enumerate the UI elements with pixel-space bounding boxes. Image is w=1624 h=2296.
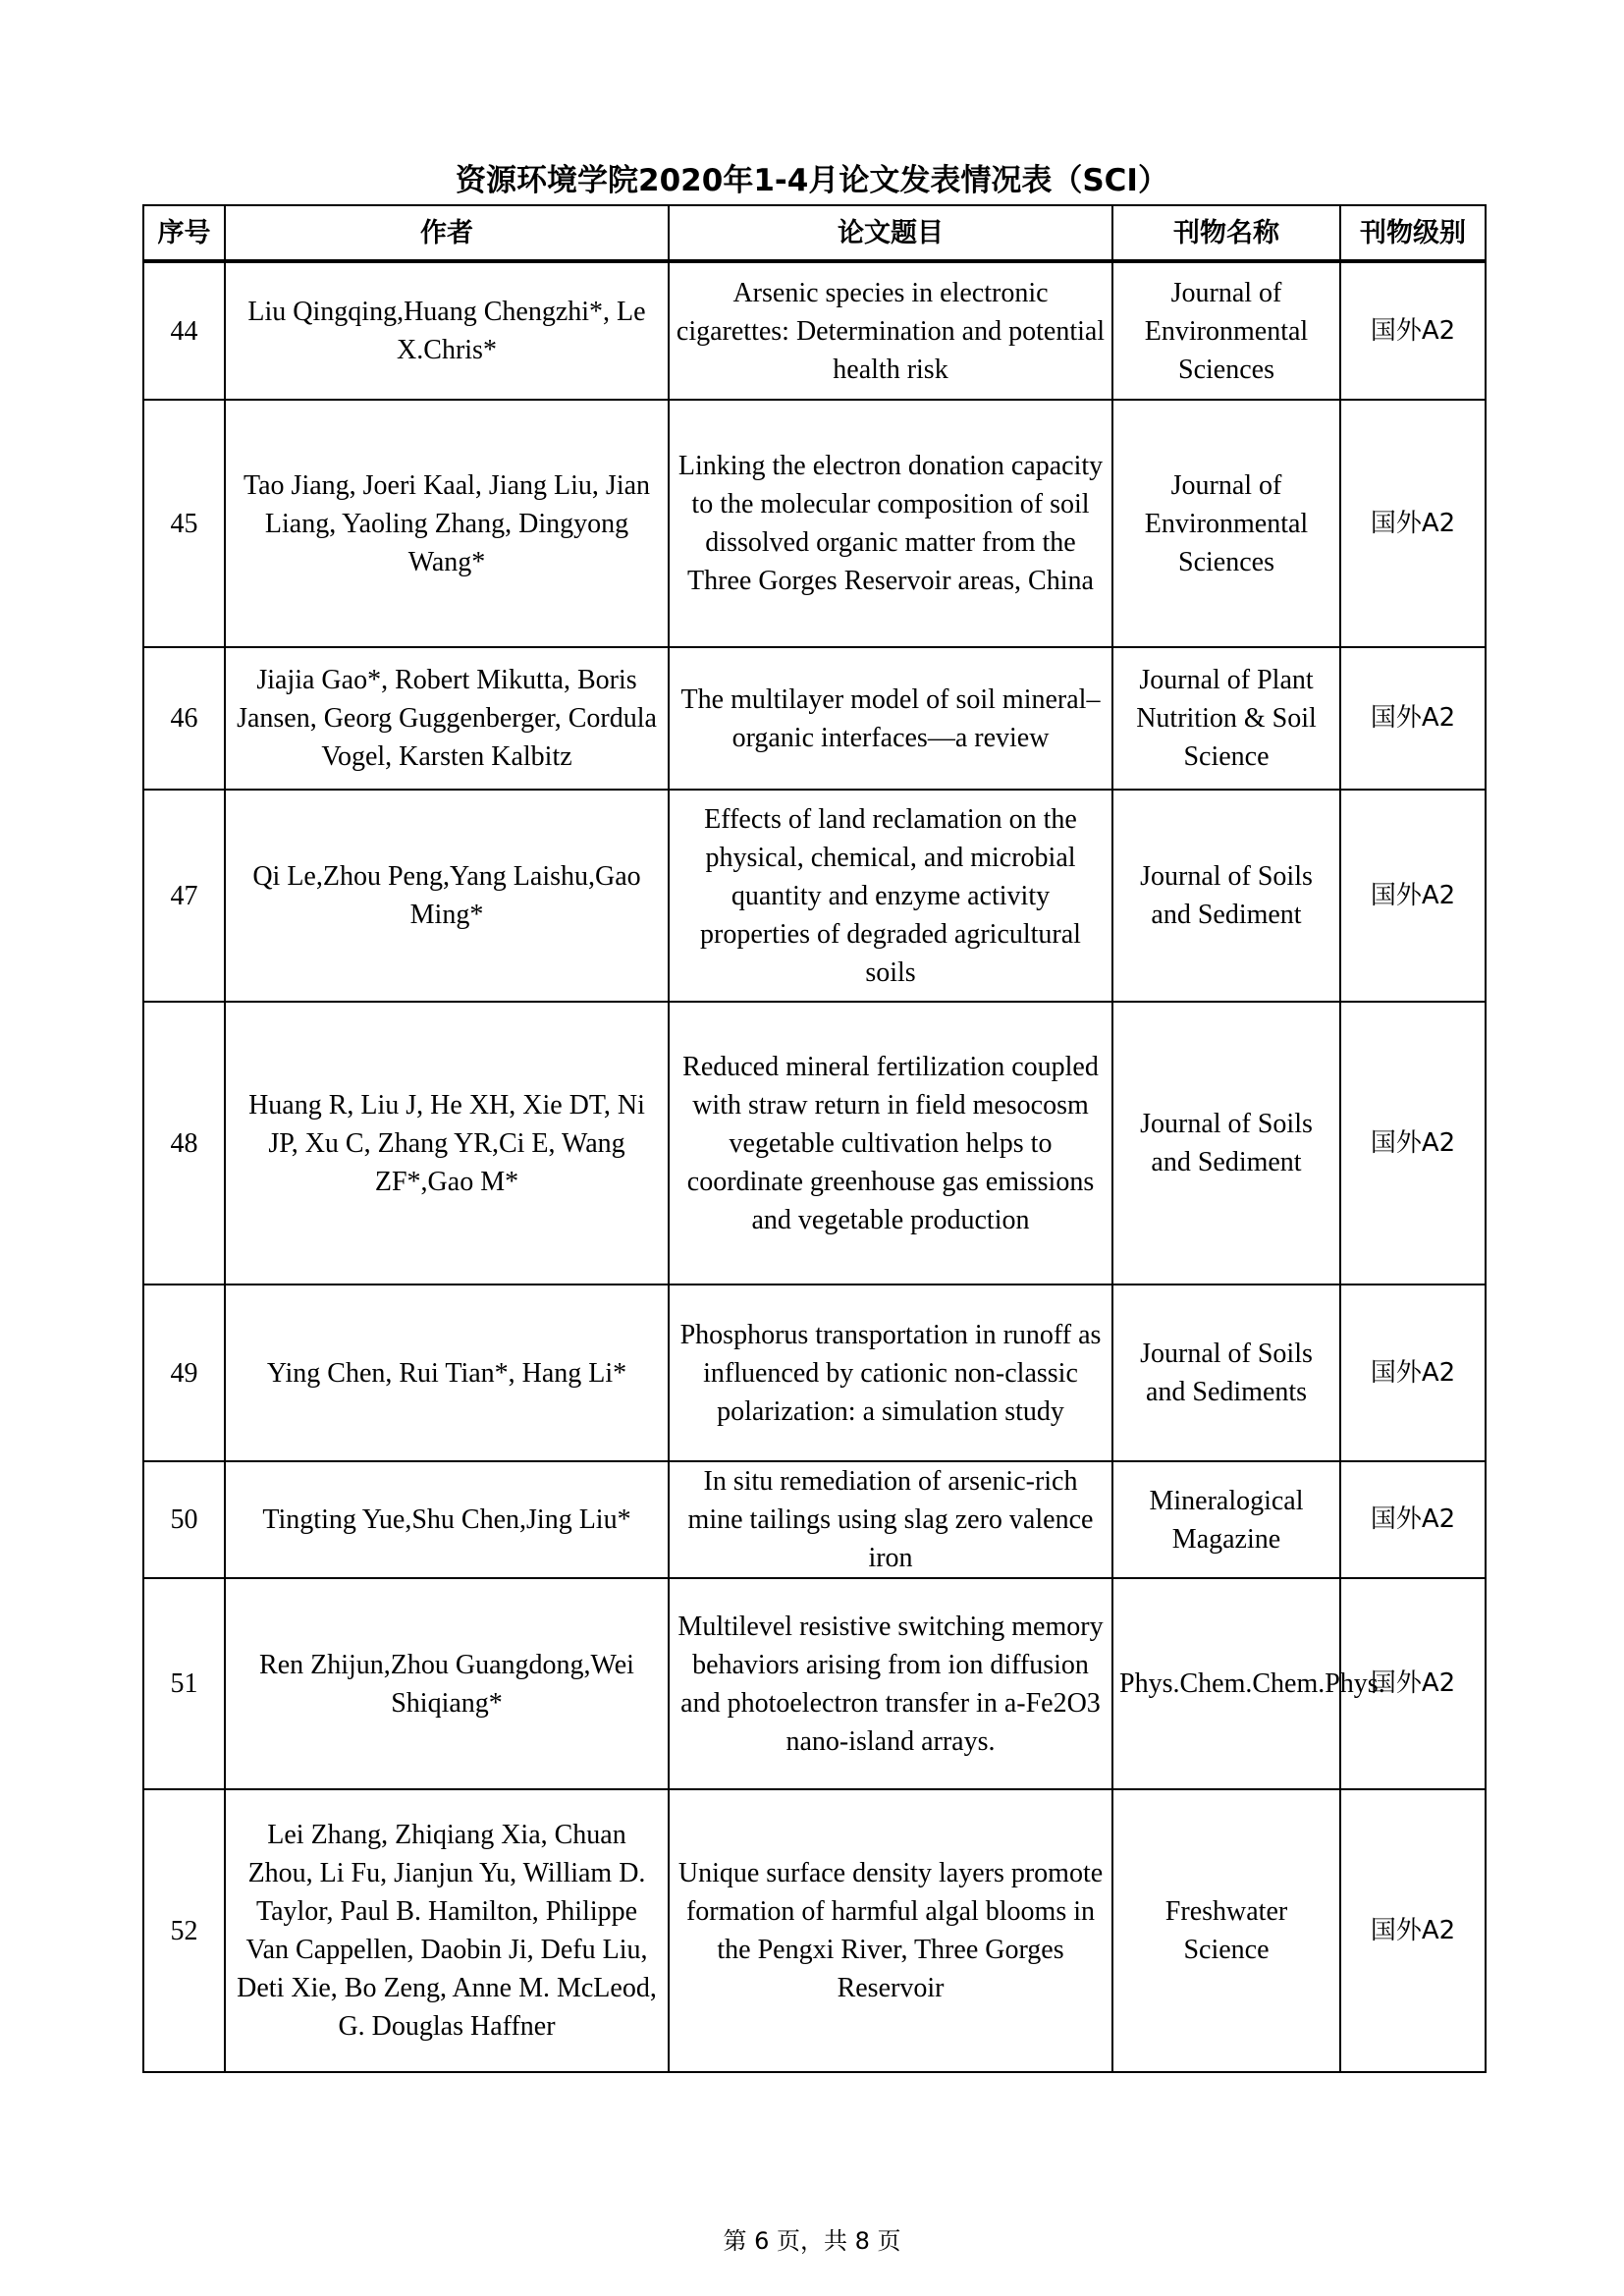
cell-paper-title: Effects of land reclamation on the physical, chemical, and microbial quantity and enzyme activity properties of degraded agricultural soils: [669, 790, 1112, 1002]
cell-authors: Huang R, Liu J, He XH, Xie DT, Ni JP, Xu C, Zhang YR,Ci E, Wang ZF*,Gao M*: [225, 1002, 669, 1285]
table-row: [143, 400, 1486, 647]
publication-table: [142, 204, 1487, 2073]
table-row: [143, 1002, 1486, 1285]
cell-journal: Phys.Chem.Chem.Phys.: [1112, 1578, 1340, 1789]
cell-number: 52: [143, 1789, 225, 2072]
cell-level: 国外A2: [1340, 1578, 1486, 1789]
cell-paper-title: Reduced mineral fertilization coupled with straw return in field mesocosm vegetable cultivation helps to coordinate greenhouse gas emissions and vegetable production: [669, 1002, 1112, 1285]
cell-paper-title: Arsenic species in electronic cigarettes: Determination and potential health risk: [669, 261, 1112, 400]
cell-level: 国外A2: [1340, 1002, 1486, 1285]
cell-level: 国外A2: [1340, 647, 1486, 790]
cell-number: 51: [143, 1578, 225, 1789]
table-row: [143, 1789, 1486, 2072]
cell-level: 国外A2: [1340, 261, 1486, 400]
cell-journal: Journal of Environmental Sciences: [1112, 261, 1340, 400]
cell-authors: Ying Chen, Rui Tian*, Hang Li*: [225, 1285, 669, 1461]
table-row: [143, 1461, 1486, 1578]
table-row: [143, 1285, 1486, 1461]
cell-number: 49: [143, 1285, 225, 1461]
table-row: [143, 261, 1486, 400]
header-authors: 作者: [225, 205, 669, 261]
cell-paper-title: In situ remediation of arsenic-rich mine tailings using slag zero valence iron: [669, 1461, 1112, 1578]
cell-journal: Journal of Soils and Sediments: [1112, 1285, 1340, 1461]
table-row: [143, 1578, 1486, 1789]
cell-authors: Tao Jiang, Joeri Kaal, Jiang Liu, Jian Liang, Yaoling Zhang, Dingyong Wang*: [225, 400, 669, 647]
cell-paper-title: Linking the electron donation capacity to the molecular composition of soil dissolved organic matter from the Three Gorges Reservoir areas, China: [669, 400, 1112, 647]
cell-authors: Qi Le,Zhou Peng,Yang Laishu,Gao Ming*: [225, 790, 669, 1002]
cell-journal: Journal of Soils and Sediment: [1112, 790, 1340, 1002]
cell-level: 国外A2: [1340, 1461, 1486, 1578]
table-row: [143, 790, 1486, 1002]
cell-number: 44: [143, 261, 225, 400]
cell-authors: Tingting Yue,Shu Chen,Jing Liu*: [225, 1461, 669, 1578]
page-number-footer: 第 6 页，共 8 页: [723, 2227, 901, 2255]
header-journal: 刊物名称: [1112, 205, 1340, 261]
cell-level: 国外A2: [1340, 1285, 1486, 1461]
table-row: [143, 647, 1486, 790]
cell-authors: Liu Qingqing,Huang Chengzhi*, Le X.Chris*: [225, 261, 669, 400]
document-title: 资源环境学院2020年1-4月论文发表情况表（SCI）: [456, 163, 1168, 198]
table-header-row: [143, 205, 1486, 261]
cell-journal: Journal of Environmental Sciences: [1112, 400, 1340, 647]
cell-paper-title: The multilayer model of soil mineral–organic interfaces—a review: [669, 647, 1112, 790]
cell-authors: Ren Zhijun,Zhou Guangdong,Wei Shiqiang*: [225, 1578, 669, 1789]
cell-number: 46: [143, 647, 225, 790]
header-level: 刊物级别: [1340, 205, 1486, 261]
cell-journal: Freshwater Science: [1112, 1789, 1340, 2072]
cell-journal: Journal of Soils and Sediment: [1112, 1002, 1340, 1285]
cell-paper-title: Phosphorus transportation in runoff as influenced by cationic non-classic polarization: a simulation study: [669, 1285, 1112, 1461]
cell-level: 国外A2: [1340, 400, 1486, 647]
cell-journal: Journal of Plant Nutrition & Soil Science: [1112, 647, 1340, 790]
cell-level: 国外A2: [1340, 1789, 1486, 2072]
cell-number: 50: [143, 1461, 225, 1578]
cell-authors: Lei Zhang, Zhiqiang Xia, Chuan Zhou, Li Fu, Jianjun Yu, William D. Taylor, Paul B. Hamilton, Philippe Van Cappellen, Daobin Ji, Defu Liu, Deti Xie, Bo Zeng, Anne M. McLeod, G. Douglas Haffner: [225, 1789, 669, 2072]
cell-paper-title: Unique surface density layers promote formation of harmful algal blooms in the Pengxi River, Three Gorges Reservoir: [669, 1789, 1112, 2072]
cell-number: 45: [143, 400, 225, 647]
cell-level: 国外A2: [1340, 790, 1486, 1002]
cell-authors: Jiajia Gao*, Robert Mikutta, Boris Jansen, Georg Guggenberger, Cordula Vogel, Karsten Kalbitz: [225, 647, 669, 790]
header-number: 序号: [143, 205, 225, 261]
cell-paper-title: Multilevel resistive switching memory behaviors arising from ion diffusion and photoelectron transfer in a-Fe2O3 nano-island arrays.: [669, 1578, 1112, 1789]
header-paper-title: 论文题目: [669, 205, 1112, 261]
cell-number: 47: [143, 790, 225, 1002]
cell-journal: Mineralogical Magazine: [1112, 1461, 1340, 1578]
cell-number: 48: [143, 1002, 225, 1285]
